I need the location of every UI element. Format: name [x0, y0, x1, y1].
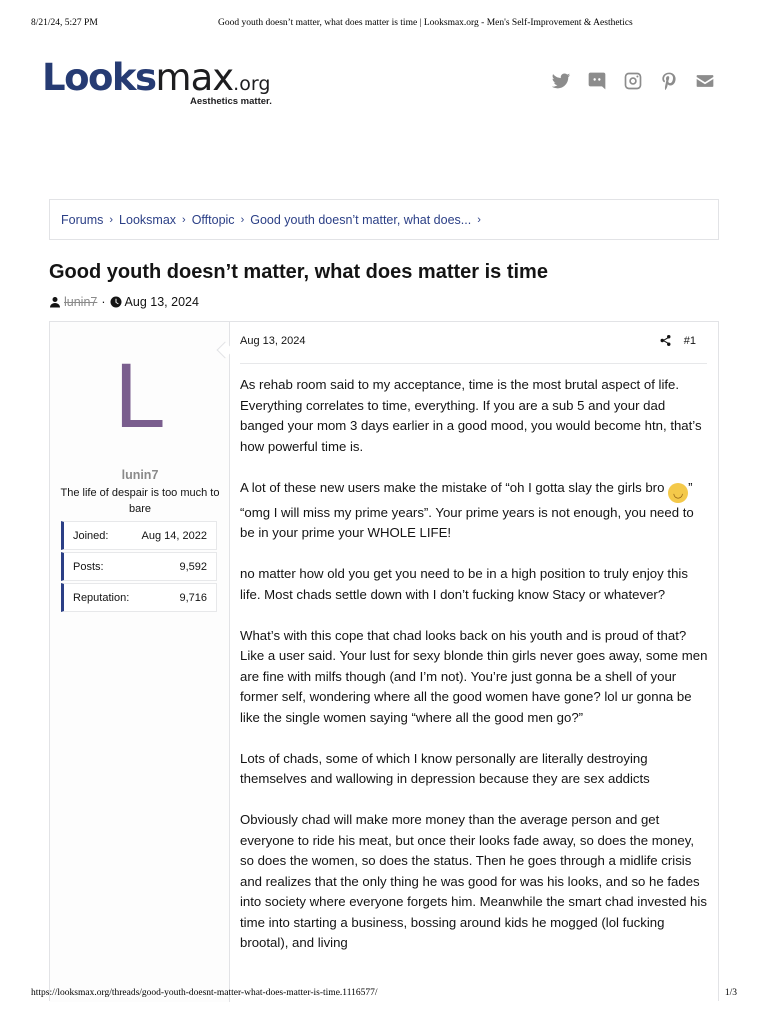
paragraph-text: A lot of these new users make the mistake of “oh I gotta slay the girls bro [240, 479, 669, 495]
breadcrumb-thread[interactable]: Good youth doesn’t matter, what does... [250, 212, 472, 227]
post-paragraph [240, 478, 708, 544]
message-body [240, 375, 708, 974]
meta-separator: · [101, 295, 106, 309]
post-paragraph: What’s with this cope that chad looks back on his youth and is proud of that? Like a user said. Your lust for sexy blonde thin girls never goes away, some men are fine with milfs though (and I’m not). You’re just gonna be a shell of your former self, wondering where all the good women have gone? lol ur gonna be like the single women saying “where all the good men go?” [240, 627, 708, 725]
post-paragraph: As rehab room said to my acceptance, time is the most brutal aspect of life. Everything correlates to time, everything. If you are a sub 5 and your dad banged your mom 3 days earlier in a good mood, you would become htn, that’s how powerful time is. [240, 377, 702, 454]
user-icon [49, 296, 61, 308]
thread-date-link[interactable]: Aug 13, 2024 [124, 295, 199, 309]
print-page-title: Good youth doesn’t matter, what does matter is time | Looksmax.org - Men's Self-Improvement & Aesthetics [218, 18, 633, 28]
page-title: Good youth doesn’t matter, what does matter is time [49, 261, 548, 283]
stat-label: Posts: [73, 560, 104, 573]
post-paragraph: no matter how old you get you need to be in a high position to truly enjoy this life. Most chads settle down with I don’t fucking know Stacy or whatever? [240, 566, 688, 602]
post-paragraph: Obviously chad will make more money than the average person and get everyone to ride his meat, but once their looks fade away, so does the money, so does the women, so does the status. Then he goes through a midlife crisis and realizes that the only thing he was good for was his looks, and so he fades into society where everyone forgets him. Meanwhile the smart chad invested his time into starting a business, bossing around kids he mogged (lol fucking brootal), and living [240, 812, 707, 950]
username[interactable]: lunin7 [121, 468, 159, 482]
print-page-number: 1/3 [724, 988, 737, 998]
avatar[interactable]: L [114, 345, 166, 447]
stat-posts [61, 552, 217, 581]
stat-reputation [61, 583, 217, 612]
logo-text-looks: Looks [42, 56, 156, 99]
breadcrumb-offtopic[interactable]: Offtopic [191, 212, 235, 227]
twitter-icon[interactable] [550, 70, 572, 92]
stat-label: Joined: [73, 529, 109, 542]
stat-value: Aug 14, 2022 [141, 529, 207, 542]
logo-text-org: .org [233, 73, 271, 95]
email-icon[interactable] [694, 70, 716, 92]
thread-author-link[interactable]: lunin7 [64, 295, 98, 309]
paragraph-text: ” “omg I will miss my prime years”. Your prime years is not enough, you need to be in your prime your WHOLE LIFE! [240, 479, 694, 540]
print-header [31, 18, 737, 32]
social-links [550, 70, 716, 92]
user-stats [61, 521, 217, 614]
chevron-right-icon: › [240, 213, 245, 226]
logo-tagline: Aesthetics matter. [190, 96, 272, 107]
post-date-link[interactable]: Aug 13, 2024 [240, 335, 306, 347]
message-header [240, 334, 707, 364]
print-date: 8/21/24, 5:27 PM [31, 18, 98, 28]
pinterest-icon[interactable] [658, 70, 680, 92]
share-icon[interactable] [659, 334, 673, 348]
logo-text-max: max [155, 56, 234, 99]
print-footer [31, 988, 737, 1002]
relieved-face-emoji-icon: ◡ [668, 483, 688, 503]
discord-icon[interactable] [586, 70, 608, 92]
instagram-icon[interactable] [622, 70, 644, 92]
chevron-right-icon: › [477, 213, 481, 226]
breadcrumb-looksmax[interactable]: Looksmax [119, 212, 177, 227]
post-paragraph: Lots of chads, some of which I know personally are literally destroying themselves and wallowing in depression because they are sex addicts [240, 750, 650, 786]
stat-value[interactable]: 9,592 [179, 560, 207, 573]
thread-meta [49, 295, 199, 309]
chevron-right-icon: › [182, 213, 186, 226]
site-logo[interactable] [42, 55, 287, 111]
chevron-right-icon: › [109, 213, 114, 226]
post-number-link[interactable]: #1 [683, 335, 696, 347]
clock-icon [110, 296, 122, 308]
stat-value: 9,716 [179, 591, 207, 604]
post-user-column [50, 322, 230, 1002]
stat-label: Reputation: [73, 591, 130, 604]
print-url: https://looksmax.org/threads/good-youth-doesnt-matter-what-does-matter-is-time.1116577/ [31, 988, 378, 998]
breadcrumb-forums[interactable]: Forums [61, 212, 104, 227]
post-container [49, 321, 719, 1001]
user-title: The life of despair is too much to bare [60, 487, 220, 515]
stat-joined [61, 521, 217, 550]
breadcrumb [49, 199, 719, 240]
